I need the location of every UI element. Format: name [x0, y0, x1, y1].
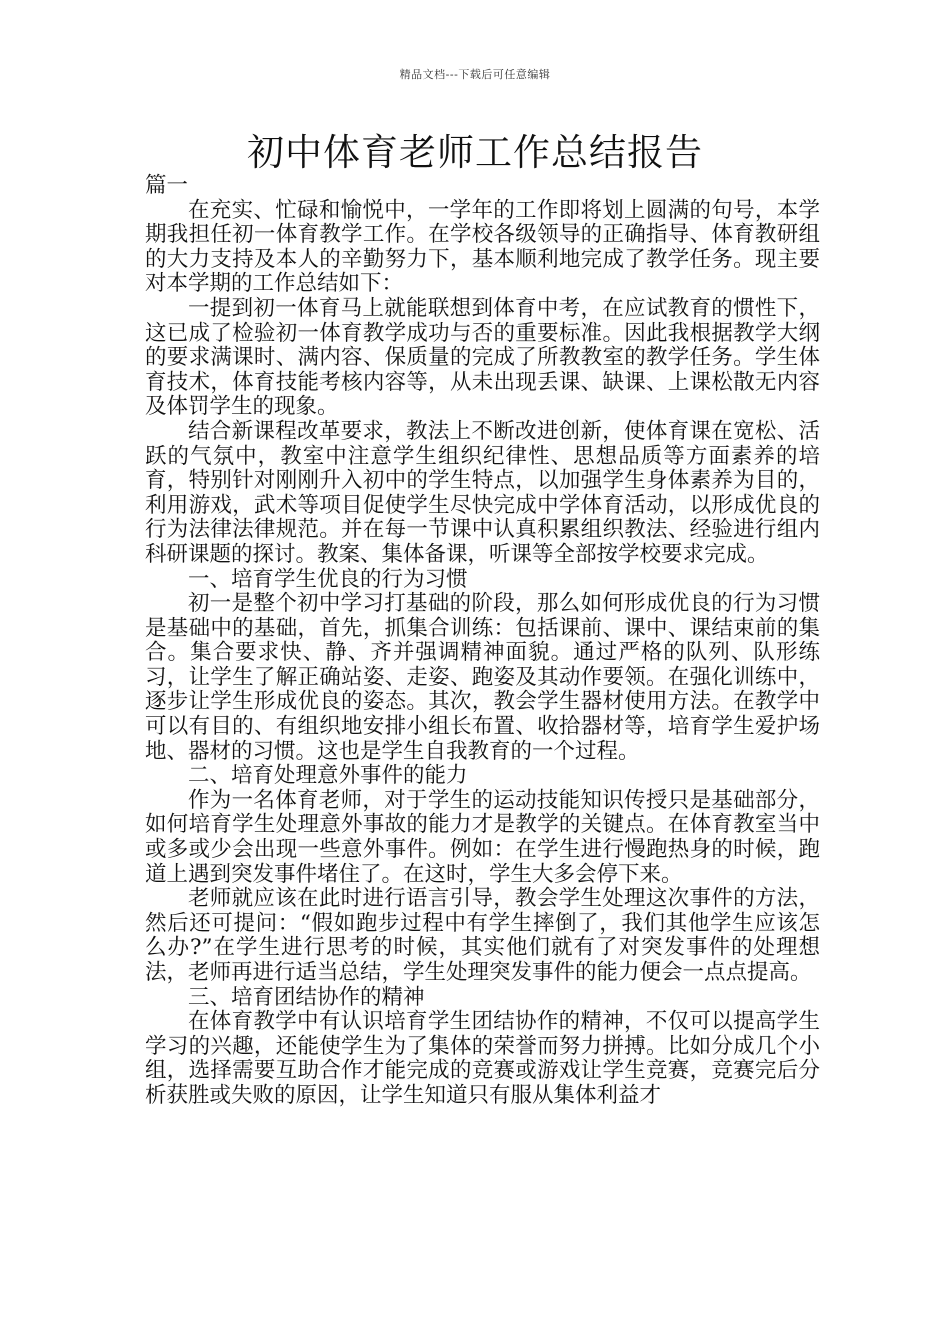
paragraph: 在充实、忙碌和愉悦中，一学年的工作即将划上圆满的句号，本学期我担任初一体育教学工作。在学校各级领导的正确指导、体育教研组的大力支持及本人的辛勤努力下，基本顺利地完成了教学任务。现主要对本学期的工作总结如下：: [145, 197, 820, 297]
paragraph: 在体育教学中有认识培育学生团结协作的精神，不仅可以提高学生学习的兴趣，还能使学生为了集体的荣誉而努力拼搏。比如分成几个小组，选择需要互助合作才能完成的竞赛或游戏让学生竞赛，竞赛完后分析获胜或失败的原因，让学生知道只有服从集体利益才: [145, 1009, 820, 1108]
header-note: 精品文档---下载后可任意编辑: [399, 68, 551, 81]
section-heading: 三、培育团结协作的精神: [188, 984, 425, 1010]
page-title: 初中体育老师工作总结报告: [247, 131, 703, 174]
document-body: [145, 174, 820, 1109]
section-label: 篇一: [145, 173, 189, 198]
section-heading: 二、培育处理意外事件的能力: [188, 763, 468, 789]
paragraph: 一提到初一体育马上就能联想到体育中考，在应试教育的惯性下，这已成了检验初一体育教学成功与否的重要标准。因此我根据教学大纲的要求满课时、满内容、保质量的完成了所教教室的教学任务。学生体育技术，体育技能考核内容等，从未出现丢课、缺课、上课松散无内容及体罚学生的现象。: [145, 295, 820, 420]
paragraph: 结合新课程改革要求，教法上不断改进创新，使体育课在宽松、活跃的气氛中，教室中注意学生组织纪律性、思想品质等方面素养的培育，特别针对刚刚升入初中的学生特点，以加强学生身体素养为目的，利用游戏，武术等项目促使学生尽快完成中学体育活动，以形成优良的行为法律法律规范。并在每一节课中认真积累组织教法、经验进行组内科研课题的探讨。教案、集体备课，听课等全部按学校要求完成。: [145, 418, 820, 567]
paragraph: 作为一名体育老师，对于学生的运动技能知识传授只是基础部分，如何培育学生处理意外事故的能力才是教学的关键点。在体育教室当中或多或少会出现一些意外事件。例如：在学生进行慢跑热身的时候，跑道上遇到突发事件堵住了。在这时，学生大多会停下来。: [145, 787, 820, 887]
paragraph: 老师就应该在此时进行语言引导，教会学生处理这次事件的方法，然后还可提问：“假如跑步过程中有学生摔倒了，我们其他学生应该怎么办?”在学生进行思考的时候，其实他们就有了对突发事件的处理想法，老师再进行适当总结，学生处理突发事件的能力便会一点点提高。: [145, 886, 820, 985]
paragraph: 初一是整个初中学习打基础的阶段，那么如何形成优良的行为习惯是基础中的基础，首先，抓集合训练：包括课前、课中、课结束前的集合。集合要求快、静、齐并强调精神面貌。通过严格的队列、队形练习，让学生了解正确站姿、走姿、跑姿及其动作要领。在强化训练中，逐步让学生形成优良的姿态。其次，教会学生器材使用方法。在教学中可以有目的、有组织地安排小组长布置、收拾器材等，培育学生爱护场地、器材的习惯。这也是学生自我教育的一个过程。: [145, 591, 820, 764]
section-heading: 一、培育学生优良的行为习惯: [188, 566, 468, 592]
